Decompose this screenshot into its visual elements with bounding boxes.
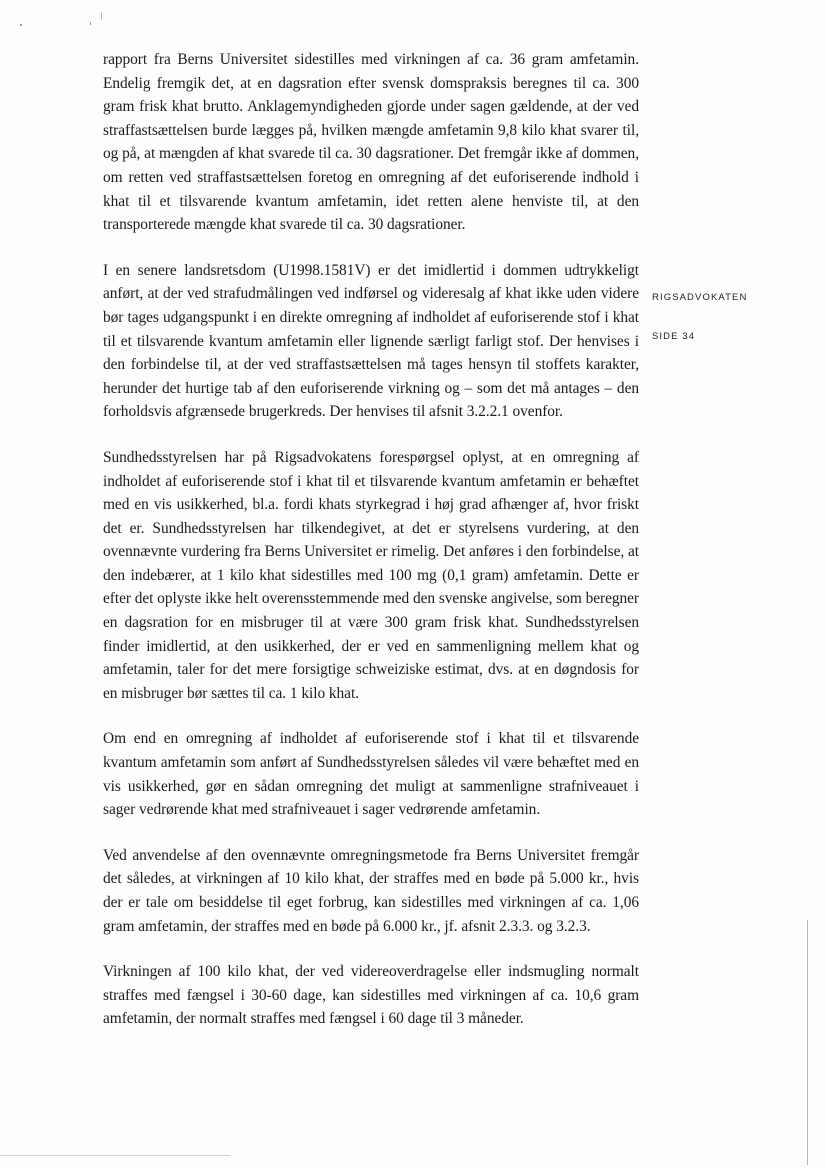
paragraph: Om end en omregning af indholdet af euforiserende stof i khat til et tilsvarende kvantum amfetamin som anført af Sundhedsstyrelsen således vil være behæftet med en vis usikkerhed, gør en sådan omregning det muligt at sammenligne strafniveauet i sager vedrørende khat med strafniveauet i sager vedrørende amfetamin. [103, 730, 639, 819]
scan-artifact-mark [20, 24, 22, 26]
paragraph: Sundhedsstyrelsen har på Rigsadvokatens forespørgsel oplyst, at en omregning af indholdet af euforiserende stof i khat til et tilsvarende kvantum amfetamin er behæftet med en vis usikkerhed, bl.a. fordi khats styrkegrad i høj grad afhænger af, hvor friskt det er. Sundhedsstyrelsen har tilkendegivet, at det er styrelsens vurdering, at den ovennævnte vurdering fra Berns Universitet er rimelig. Det anføres i den forbindelse, at den indebærer, at 1 kilo khat sidestilles med 100 mg (0,1 gram) amfetamin. Dette er efter det oplyste ikke helt overensstemmende med den svenske angivelse, som beregner en dagsration for en misbruger til at være 300 gram frisk khat. Sundhedsstyrelsen finder imidlertid, at den usikkerhed, der er ved en sammenligning mellem khat og amfetamin, taler for det mere forsigtige schweiziske estimat, dvs. at en døgndosis for en misbruger bør sættes til ca. 1 kilo khat. [103, 448, 640, 702]
scan-artifact-mark [90, 22, 91, 25]
scan-artifact-mark [101, 12, 102, 20]
scan-edge-line [0, 1155, 230, 1156]
paragraph: I en senere landsretsdom (U1998.1581V) er det imidlertid i dommen udtrykkeligt anført, at der ved strafudmålingen ved indførsel og videresalg af khat ikke uden videre bør tages udgangspunkt i en direkte omregning af indholdet af euforiserende stof i khat til et tilsvarende kvantum amfetamin eller lignende særligt farligt stof. Der henvises i den forbindelse til, at der ved straffastsættelsen må tages hensyn til stoffets karakter, herunder det hurtige tab af den euforiserende virkning og – som det må antages – den forholdsvis afgrænsede brugerkreds. Der henvises til afsnit 3.2.2.1 ovenfor. [103, 261, 639, 421]
organization-label: RIGSADVOKATEN [652, 292, 748, 303]
page-number-label: SIDE 34 [652, 331, 696, 342]
scan-edge-line [807, 920, 808, 1165]
paragraph: rapport fra Berns Universitet sidestilles med virkningen af ca. 36 gram amfetamin. Endelig fremgik det, at en dagsration efter svensk domspraksis beregnes til ca. 300 gram frisk khat brutto. Anklagemyndigheden gjorde under sagen gældende, at der ved straffastsættelsen burde lægges på, hvilken mængde amfetamin 9,8 kilo khat svarer til, og på, at mængden af khat svarede til ca. 30 dagsrationer. Det fremgår ikke af dommen, om retten ved straffastsættelsen foretog en omregning af det euforiserende indhold i khat til et tilsvarende kvantum amfetamin, idet retten alene henviste til, at den transporterede mængde khat svarede til ca. 30 dagsrationer. [103, 51, 639, 234]
paragraph: Ved anvendelse af den ovennævnte omregningsmetode fra Berns Universitet fremgår det således, at virkningen af 10 kilo khat, der straffes med en bøde på 5.000 kr., hvis der er tale om besiddelse til eget forbrug, kan sidestilles med virkningen af ca. 1,06 gram amfetamin, der straffes med en bøde på 6.000 kr., jf. afsnit 2.3.3. og 3.2.3. [103, 846, 639, 935]
document-body [103, 48, 639, 1053]
paragraph: Virkningen af 100 kilo khat, der ved videreoverdragelse eller indsmugling normalt straffes med fængsel i 30-60 dage, kan sidestilles med virkningen af ca. 10,6 gram amfetamin, der normalt straffes med fængsel i 60 dage til 3 måneder. [103, 963, 639, 1028]
